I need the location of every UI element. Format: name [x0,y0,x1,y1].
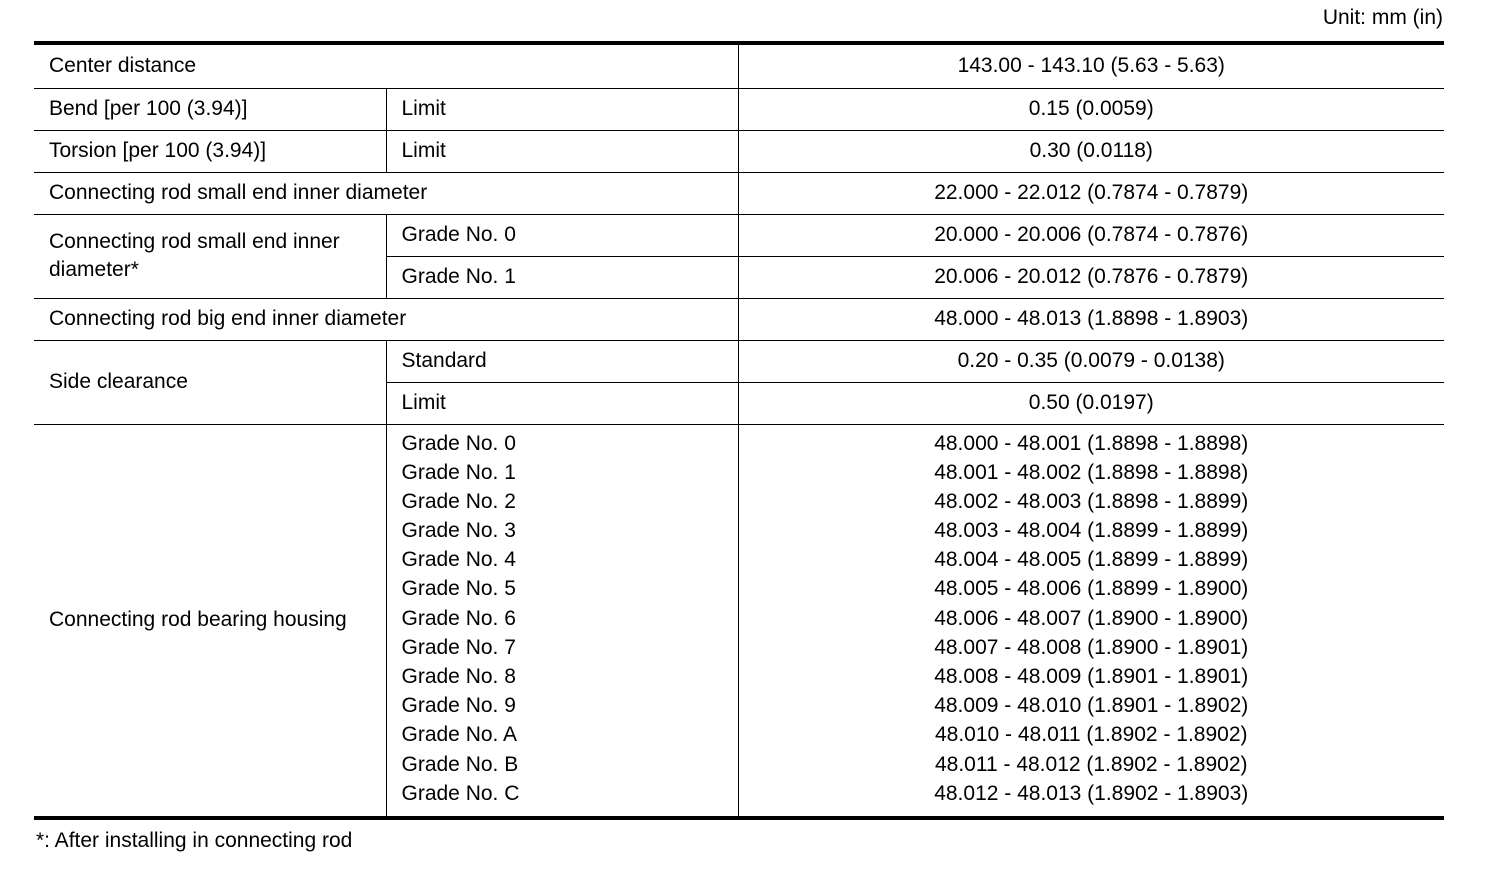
list-item: 48.006 - 48.007 (1.8900 - 1.8900) [934,606,1249,630]
list-item: 48.000 - 48.001 (1.8898 - 1.8898) [934,431,1249,455]
torsion-value: 0.30 (0.0118) [738,130,1444,172]
list-item: Grade No. 0 [401,431,516,455]
big-end-value: 48.000 - 48.013 (1.8898 - 1.8903) [738,298,1444,340]
side-clearance-limit-value: 0.50 (0.0197) [738,382,1444,424]
torsion-label: Torsion [per 100 (3.94)] [34,130,386,172]
connecting-rod-spec-table [34,41,1444,820]
table-row-small-end [34,172,1444,214]
table-row-torsion [34,130,1444,172]
table-row-small-end-grade-0 [34,214,1444,256]
small-end-star-label: Connecting rod small end inner diameter* [34,214,386,298]
list-item: Grade No. 9 [401,694,516,718]
list-item: Grade No. C [401,781,520,805]
list-item: Grade No. 3 [401,519,516,543]
list-item: 48.007 - 48.008 (1.8900 - 1.8901) [934,635,1249,659]
small-end-label: Connecting rod small end inner diameter [34,172,738,214]
bend-value: 0.15 (0.0059) [738,88,1444,130]
side-clearance-standard-label: Standard [386,340,738,382]
small-end-grade-1-value: 20.006 - 20.012 (0.7876 - 0.7879) [738,256,1444,298]
small-end-grade-0-value: 20.000 - 20.006 (0.7874 - 0.7876) [738,214,1444,256]
list-item: 48.001 - 48.002 (1.8898 - 1.8898) [934,460,1249,484]
bearing-housing-label: Connecting rod bearing housing [34,424,386,818]
list-item: Grade No. 2 [401,489,516,513]
list-item: Grade No. 1 [401,460,516,484]
footnote: *: After installing in connecting rod [36,829,353,852]
list-item: Grade No. 4 [401,548,516,572]
table-row-big-end [34,298,1444,340]
side-clearance-limit-label: Limit [386,382,738,424]
bearing-housing-grades-list [402,429,724,808]
unit-label: Unit: mm (in) [1322,6,1443,29]
list-item: Grade No. 5 [401,577,516,601]
bearing-housing-grades-cell [386,424,738,818]
torsion-sub-label: Limit [386,130,738,172]
table-row-bend [34,88,1444,130]
list-item: 48.012 - 48.013 (1.8902 - 1.8903) [934,781,1249,805]
center-distance-label: Center distance [34,43,738,88]
small-end-grade-0-label: Grade No. 0 [386,214,738,256]
small-end-value: 22.000 - 22.012 (0.7874 - 0.7879) [738,172,1444,214]
list-item: Grade No. 7 [401,635,516,659]
list-item: Grade No. 6 [401,606,516,630]
list-item: 48.009 - 48.010 (1.8901 - 1.8902) [934,694,1249,718]
list-item: Grade No. B [401,752,519,776]
list-item: 48.011 - 48.012 (1.8902 - 1.8902) [934,752,1248,776]
list-item: 48.008 - 48.009 (1.8901 - 1.8901) [934,665,1249,688]
list-item: 48.005 - 48.006 (1.8899 - 1.8900) [934,577,1249,601]
side-clearance-standard-value: 0.20 - 0.35 (0.0079 - 0.0138) [738,340,1444,382]
list-item: 48.002 - 48.003 (1.8898 - 1.8899) [934,489,1249,513]
list-item: 48.003 - 48.004 (1.8899 - 1.8899) [934,519,1249,543]
list-item: 48.010 - 48.011 (1.8902 - 1.8902) [934,723,1248,747]
table-row-bearing-housing [34,424,1444,818]
bend-label: Bend [per 100 (3.94)] [34,88,386,130]
side-clearance-label: Side clearance [34,340,386,424]
bearing-housing-values-cell [738,424,1444,818]
list-item: 48.004 - 48.005 (1.8899 - 1.8899) [934,548,1249,572]
small-end-grade-1-label: Grade No. 1 [386,256,738,298]
table-row-side-clearance-standard [34,340,1444,382]
table-row-center-distance [34,43,1444,88]
big-end-label: Connecting rod big end inner diameter [34,298,738,340]
list-item: Grade No. A [401,723,518,747]
bearing-housing-values-list [753,429,1431,808]
center-distance-value: 143.00 - 143.10 (5.63 - 5.63) [738,43,1444,88]
bend-sub-label: Limit [386,88,738,130]
list-item: Grade No. 8 [401,665,516,688]
